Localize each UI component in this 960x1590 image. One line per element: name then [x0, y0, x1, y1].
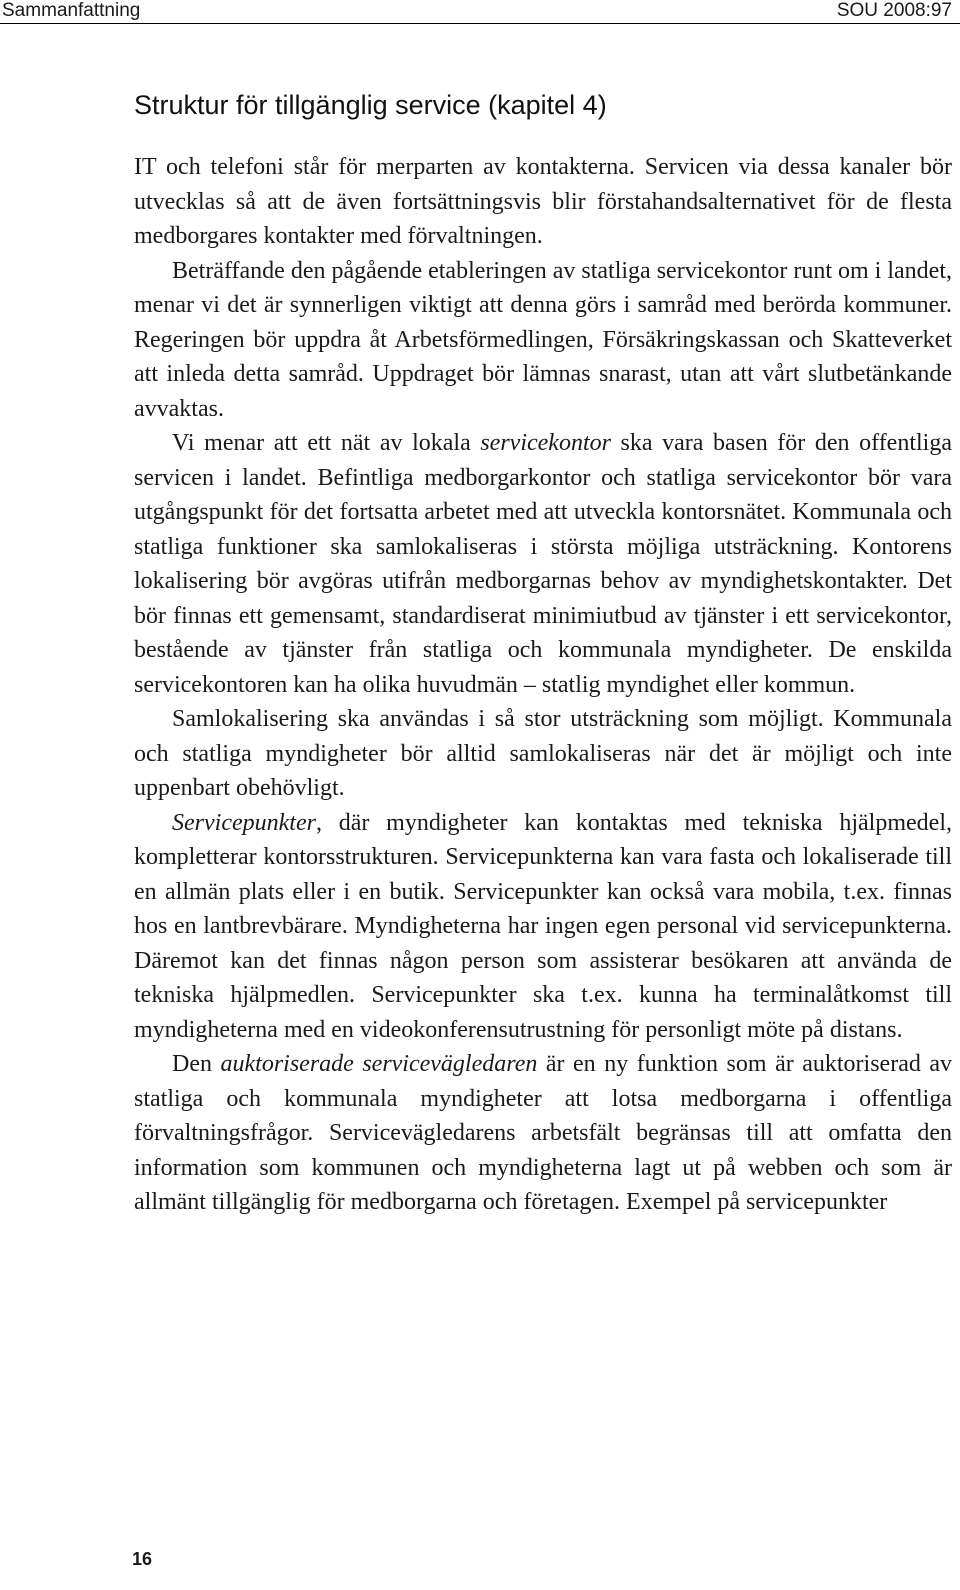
paragraph-text-lead: Den — [172, 1051, 221, 1077]
paragraph-text-rest: är en ny funktion som är auktoriserad av statliga och kommunala myndigheter att lotsa medborgarna i offentliga förvaltningsfrågor. Servicevägledarens arbetsfält begränsas till att omfatta den information som kommunen och myndigheterna lagt ut på webben och som är allmänt tillgänglig för medborgarna och företagen. Exempel på servicepunkter — [134, 1051, 953, 1215]
paragraph-statliga-servicekontor: Beträffande den pågående etableringen av statliga servicekontor runt om i landet, menar vi det är synnerligen viktigt att denna görs i samråd med berörda kommuner. Regeringen bör uppdra åt Arbetsförmedlingen, Försäkringskassan och Skatteverket att inleda detta samråd. Uppdraget bör lämnas snarast, utan att vårt slutbetänkande avvaktas. — [134, 257, 952, 422]
emphasis-term: servicekontor — [480, 430, 611, 456]
header-section-name: Sammanfattning — [2, 0, 141, 21]
emphasis-term: auktoriserade servicevägledaren — [220, 1051, 538, 1077]
paragraph-text-lead: Vi menar att ett nät av lokala — [172, 430, 481, 456]
paragraph-text-rest: ska vara basen för den offentliga servicen i landet. Befintliga medborgarkontor och statliga servicekontor bör vara utgångspunkt för det fortsatta arbetet med att utveckla kontorsnätet. Kommunala och statliga funktioner ska samlokaliseras i största möjliga utsträckning. Kontorens lokalisering bör avgöras utifrån medborgarnas behov av myndighetskontakter. Det bör finnas ett gemensamt, standardiserat minimiutbud av tjänster i ett servicekontor, bestående av tjänster från statliga och kommunala myndigheter. De enskilda servicekontoren kan ha olika huvudmän – statlig myndighet eller kommun. — [134, 430, 952, 698]
emphasis-term: Servicepunkter — [172, 809, 316, 836]
paragraph-samlokalisering: Samlokalisering ska användas i så stor utsträckning som möjligt. Kommunala och statliga myndigheter bör alltid samlokaliseras när det är möjligt och inte uppenbart obehövligt. — [134, 706, 952, 801]
paragraph-lokala-servicekontor — [134, 426, 952, 702]
running-header — [0, 0, 960, 22]
header-document-id: SOU 2008:97 — [836, 0, 952, 21]
paragraph-text-rest: , där myndigheter kan kontaktas med tekniska hjälpmedel, kompletterar kontorsstrukturen. Servicepunkterna kan vara fasta och lokaliserade till en allmän plats eller i en butik. Servicepunkter kan också vara mobila, t.ex. finnas hos en lantbrevbärare. Myndigheterna har ingen egen personal vid servicepunkterna. Däremot kan det finnas någon person som assisterar besökaren att använda de tekniska hjälpmedlen. Servicepunkter ska t.ex. kunna ha terminalåtkomst till myndigheterna med en videokonferensutrustning för personligt möte på distans. — [134, 809, 952, 1043]
paragraph-servicevagledare — [134, 1047, 952, 1220]
paragraph-servicepunkter — [134, 806, 952, 1048]
paragraph-it-telefoni: IT och telefoni står för merparten av kontakterna. Servicen via dessa kanaler bör utvecklas så att de även fortsättningsvis blir förstahandsalternativet för de flesta medborgares kontakter med förvaltningen. — [134, 154, 952, 249]
body-text — [134, 150, 952, 1220]
page-number: 16 — [132, 1549, 153, 1569]
section-heading: Struktur för tillgänglig service (kapitel 4) — [134, 90, 607, 120]
header-rule — [0, 23, 960, 24]
